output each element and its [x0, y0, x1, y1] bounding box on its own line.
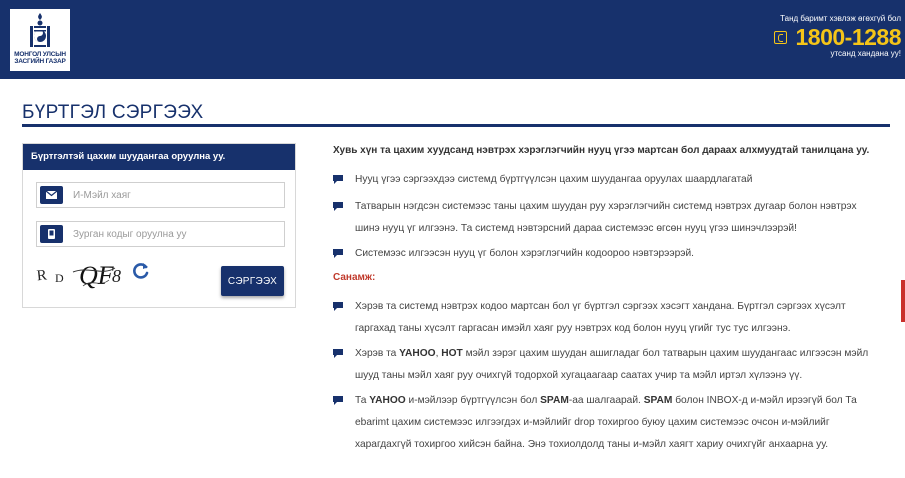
comment-bullet-icon: [333, 175, 343, 184]
list-item: [333, 196, 878, 240]
svg-text:R: R: [35, 267, 48, 285]
page-title: БҮРТГЭЛ СЭРГЭЭХ: [22, 102, 204, 123]
logo-line-2: ЗАСГИЙН ГАЗАР: [14, 58, 66, 65]
note-fragment: мэйл зэрэг цахим шуудан ашигладаг бол татварын цахим шуудангаас илгээсэн мэйл шууд таны мэйл хаяг руу очихгүй тодорхой хугацаагаар саатах учир та мэйл иртэл хүлээнэ үү.: [355, 348, 869, 381]
logo-line-1: МОНГОЛ УЛСЫН: [14, 51, 66, 58]
step-text: Системээс илгээсэн нууц үг болон хэрэглэгчийн кодоороо нэвтэрээрэй.: [355, 248, 694, 259]
refresh-icon[interactable]: [131, 261, 151, 281]
note-emphasis: SPAM: [643, 395, 673, 406]
note-fragment: ,: [435, 348, 442, 359]
list-item: [333, 296, 878, 340]
edge-tab[interactable]: [901, 280, 905, 322]
phone-icon: [774, 31, 787, 44]
hotline-number[interactable]: 1800-1288: [795, 24, 901, 50]
hotline-block: [774, 14, 902, 59]
hotline-caption-bottom: утсанд хандана уу!: [830, 49, 901, 58]
recovery-form-panel: [22, 143, 296, 308]
svg-text:D: D: [55, 271, 64, 285]
top-header: [0, 0, 905, 79]
comment-bullet-icon: [333, 202, 343, 211]
note-emphasis: YAHOO: [399, 348, 436, 359]
email-input[interactable]: [73, 183, 273, 207]
comment-bullet-icon: [333, 349, 343, 358]
email-field[interactable]: [36, 182, 285, 208]
list-item: [333, 169, 878, 191]
comment-bullet-icon: [333, 249, 343, 258]
captcha-image: [33, 258, 133, 290]
envelope-icon: [40, 186, 63, 204]
title-divider: [22, 124, 890, 127]
logo-caption: [10, 51, 70, 65]
note-text: Хэрэв та системд нэвтрэх кодоо мартсан бол үг бүртгэл сэргээх хэсэгт хандана. Бүртгэл сэргээх хүсэлт гаргахад таны хүсэлт гаргасан имэйл хаяг руу нэвтрэх код болон нууц үгийг тус тус илгээнэ.: [355, 301, 846, 334]
image-code-icon: [40, 225, 63, 243]
step-text: Нууц үгээ сэргээхдээ системд бүртгүүлсэн цахим шуудангаа оруулах шаардлагатай: [355, 174, 753, 185]
note-text: [333, 343, 878, 387]
note-emphasis: YAHOO: [369, 395, 406, 406]
list-item: [333, 243, 878, 265]
intro-text: Хувь хүн та цахим хуудсанд нэвтрэх хэрэглэгчийн нууц үгээ мартсан бол дараах алхмуудтай танилцана уу.: [333, 145, 870, 156]
submit-button[interactable]: СЭРГЭЭХ: [221, 266, 284, 296]
list-item: [333, 343, 878, 387]
comment-bullet-icon: [333, 396, 343, 405]
svg-text:8: 8: [112, 266, 121, 286]
soyombo-emblem-icon: [27, 12, 53, 50]
list-item: [333, 390, 878, 456]
svg-text:QF: QF: [79, 261, 114, 290]
note-fragment: болон INBOX-д и-мэйл ирээгүй бол Та ebarimt цахим системээс илгээгдэх и-мэйлийг drop тохиргоо буюу цахим системээс очсон и-мэйлийг харагдахгүй тохиргоо хийсэн байна. Энэ тохиолдолд таны и-мэйл хаягт хариу очихгүйг анхаарна уу.: [355, 395, 857, 450]
note-fragment: -аа шалгаарай.: [568, 395, 644, 406]
hotline-caption-top: Танд баримт хэвлэж өгөхгүй бол: [780, 14, 901, 23]
form-heading: Бүртгэлтэй цахим шуудангаа оруулна уу.: [23, 144, 295, 170]
note-fragment: Хэрэв та: [355, 348, 400, 359]
note-text: [333, 390, 878, 456]
government-logo[interactable]: [10, 9, 70, 71]
note-emphasis: HOT: [441, 348, 463, 359]
captcha-code-field[interactable]: [36, 221, 285, 247]
note-label: Санамж:: [333, 272, 376, 283]
note-fragment: и-мэйлээр бүртгүүлсэн бол: [405, 395, 541, 406]
note-fragment: Та: [355, 395, 370, 406]
note-emphasis: SPAM: [540, 395, 569, 406]
captcha-code-input[interactable]: [73, 222, 273, 246]
comment-bullet-icon: [333, 302, 343, 311]
step-text: Татварын нэгдсэн системээс таны цахим шуудан руу хэрэглэгчийн системд нэвтрэх дугаар болон нэвтрэх шинэ нууц үг илгээнэ. Та системд нэвтэрсний дараа системээс өгсөн нууц үгээ шинэчлээрэй!: [355, 201, 857, 234]
